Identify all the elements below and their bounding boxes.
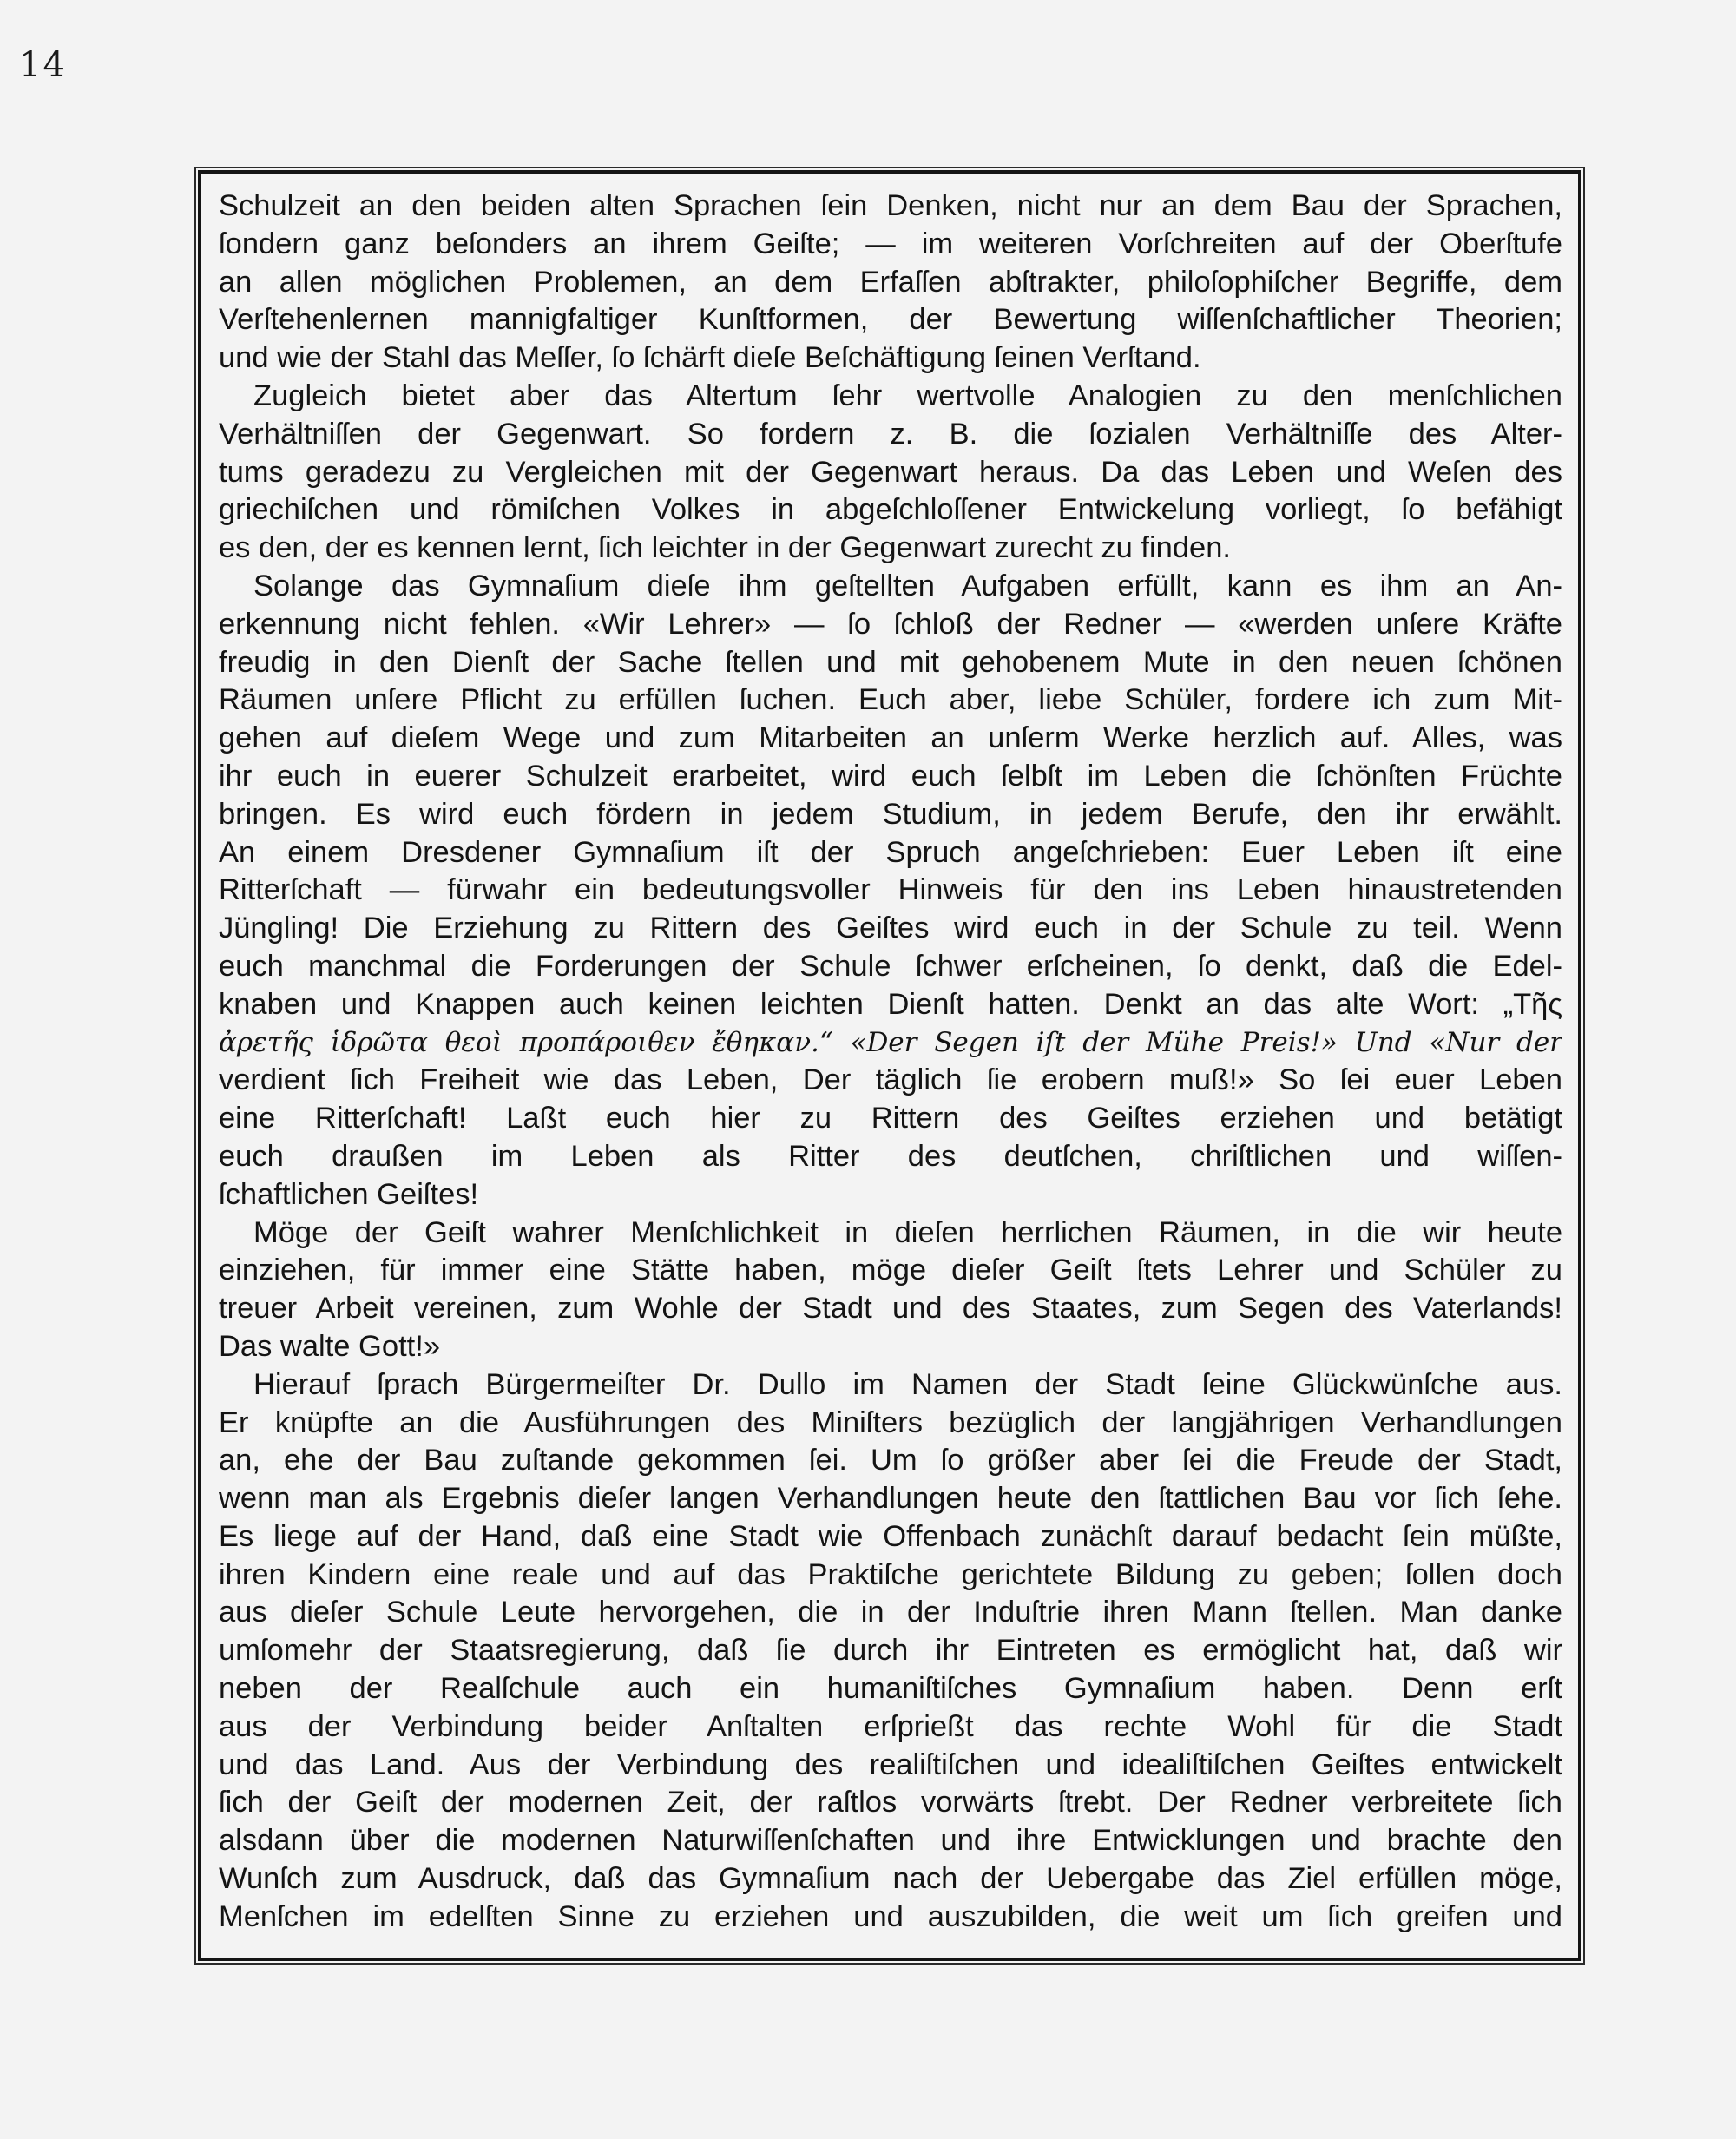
text-line: wenn man als Ergebnis dieſer langen Verhandlungen heute den ſtattlichen Bau vor ſich ſehe. [219, 1482, 1562, 1516]
text-line: Hierauf ſprach Bürgermeiſter Dr. Dullo im Namen der Stadt ſeine Glückwünſche aus. [253, 1367, 1562, 1401]
text-line: ſchaftlichen Geiſtes! [219, 1177, 479, 1211]
page-number: 14 [19, 45, 67, 85]
text-line: Räumen unſere Pflicht zu erfüllen ſuchen. Euch aber, liebe Schüler, fordere ich zum Mit- [219, 683, 1562, 717]
text-line: Solange das Gymnaſium dieſe ihm geſtellten Aufgaben erfüllt, kann es ihm an An- [253, 569, 1562, 602]
text-line: treuer Arbeit vereinen, zum Wohle der Stadt und des Staates, zum Segen des Vaterlands! [219, 1292, 1562, 1326]
text-line: ſondern ganz beſonders an ihrem Geiſte; — im weiteren Vorſchreiten auf der Oberſtufe [219, 227, 1562, 260]
text-line: an allen möglichen Problemen, an dem Erfaſſen abſtrakter, philoſophiſcher Begriffe, dem [219, 265, 1562, 299]
text-line: Jüngling! Die Erziehung zu Rittern des Geiſtes wird euch in der Schule zu teil. Wenn [219, 912, 1562, 945]
text-frame [198, 170, 1581, 1961]
text-line: Er knüpfte an die Ausführungen des Miniſters bezüglich der langjährigen Verhandlungen [219, 1405, 1562, 1439]
text-line: aus dieſer Schule Leute hervorgehen, die in der Induſtrie ihren Mann ſtellen. Man danke [219, 1596, 1562, 1629]
text-line: euch manchmal die Forderungen der Schule ſchwer erſcheinen, ſo denkt, daß die Edel- [219, 949, 1562, 983]
text-line: Zugleich bietet aber das Altertum ſehr wertvolle Analogien zu den menſchlichen [253, 378, 1562, 412]
text-line: Möge der Geiſt wahrer Menſchlichkeit in dieſen herrlichen Räumen, in die wir heute [253, 1215, 1562, 1249]
text-line: ihr euch in euerer Schulzeit erarbeitet, wird euch ſelbſt im Leben die ſchönſten Früchte [219, 759, 1562, 793]
text-line: eine Ritterſchaft! Laßt euch hier zu Rittern des Geiſtes erziehen und betätigt [219, 1102, 1562, 1135]
text-line: erkennung nicht fehlen. «Wir Lehrer» — ſo ſchloß der Redner — «werden unſere Kräfte [219, 607, 1562, 641]
text-line: Schulzeit an den beiden alten Sprachen ſein Denken, nicht nur an dem Bau der Sprachen, [219, 189, 1562, 222]
text-line: aus der Verbindung beider Anſtalten erſprießt das rechte Wohl für die Stadt [219, 1709, 1562, 1743]
text-line: Es liege auf der Hand, daß eine Stadt wie Offenbach zunächſt darauf bedacht ſein müßte, [219, 1519, 1562, 1553]
text-line: tums geradezu zu Vergleichen mit der Gegenwart heraus. Da das Leben und Weſen des [219, 455, 1562, 489]
text-line: Das walte Gott!» [219, 1329, 441, 1363]
text-line: und das Land. Aus der Verbindung des realiſtiſchen und idealiſtiſchen Geiſtes entwickelt [219, 1747, 1562, 1781]
text-line: griechiſchen und römiſchen Volkes in abgeſchloſſener Entwickelung vorliegt, ſo befähigt [219, 493, 1562, 527]
text-line: verdient ſich Freiheit wie das Leben, Der täglich ſie erobern muß!» So ſei euer Leben [219, 1063, 1562, 1097]
text-line: Verhältniſſen der Gegenwart. So fordern z. B. die ſozialen Verhältniſſe des Alter- [219, 417, 1562, 451]
text-line: neben der Realſchule auch ein humaniſtiſches Gymnaſium haben. Denn erſt [219, 1672, 1562, 1706]
text-line: freudig in den Dienſt der Sache ſtellen und mit gehobenem Mute in den neuen ſchönen [219, 645, 1562, 679]
text-line: an, ehe der Bau zuſtande gekommen ſei. Um ſo größer aber ſei die Freude der Stadt, [219, 1444, 1562, 1478]
text-line: umſomehr der Staatsregierung, daß ſie durch ihr Eintreten es ermöglicht hat, daß wir [219, 1634, 1562, 1668]
text-line: An einem Dresdener Gymnaſium iſt der Spruch angeſchrieben: Euer Leben iſt eine [219, 835, 1562, 869]
text-line: knaben und Knappen auch keinen leichten Dienſt hatten. Denkt an das alte Wort: „Τῆς [219, 987, 1562, 1021]
text-line: ſich der Geiſt der modernen Zeit, der raſtlos vorwärts ſtrebt. Der Redner verbreitete ſich [219, 1786, 1562, 1820]
text-line: alsdann über die modernen Naturwiſſenſchaften und ihre Entwicklungen und brachte den [219, 1824, 1562, 1858]
text-line: euch draußen im Leben als Ritter des deutſchen, chriſtlichen und wiſſen- [219, 1139, 1562, 1173]
text-line: Wunſch zum Ausdruck, daß das Gymnaſium nach der Uebergabe das Ziel erfüllen möge, [219, 1862, 1562, 1896]
text-line: Menſchen im edelſten Sinne zu erziehen und auszubilden, die weit um ſich greifen und [219, 1899, 1562, 1933]
text-line: es den, der es kennen lernt, ſich leichter in der Gegenwart zurecht zu finden. [219, 531, 1231, 565]
greek-quote-line: ἀρετῆς ἱδρῶτα θεοὶ προπάροιθεν ἔθηκαν.“ «Der Segen iſt der Mühe Preis!» Und «Nur der [219, 1026, 1562, 1058]
text-line: Ritterſchaft — fürwahr ein bedeutungsvoller Hinweis für den ins Leben hinaustretenden [219, 873, 1562, 907]
text-line: einziehen, für immer eine Stätte haben, möge dieſer Geiſt ſtets Lehrer und Schüler zu [219, 1254, 1562, 1287]
text-line: ihren Kindern eine reale und auf das Praktiſche gerichtete Bildung zu geben; ſollen doch [219, 1557, 1562, 1591]
text-line: bringen. Es wird euch fördern in jedem Studium, in jedem Berufe, den ihr erwählt. [219, 797, 1562, 831]
text-line: und wie der Stahl das Meſſer, ſo ſchärft dieſe Beſchäftigung ſeinen Verſtand. [219, 341, 1201, 375]
text-line: Verſtehenlernen mannigfaltiger Kunſtformen, der Bewertung wiſſenſchaftlicher Theorien; [219, 303, 1562, 337]
text-line: gehen auf dieſem Wege und zum Mitarbeiten an unſerm Werke herzlich auf. Alles, was [219, 721, 1562, 755]
